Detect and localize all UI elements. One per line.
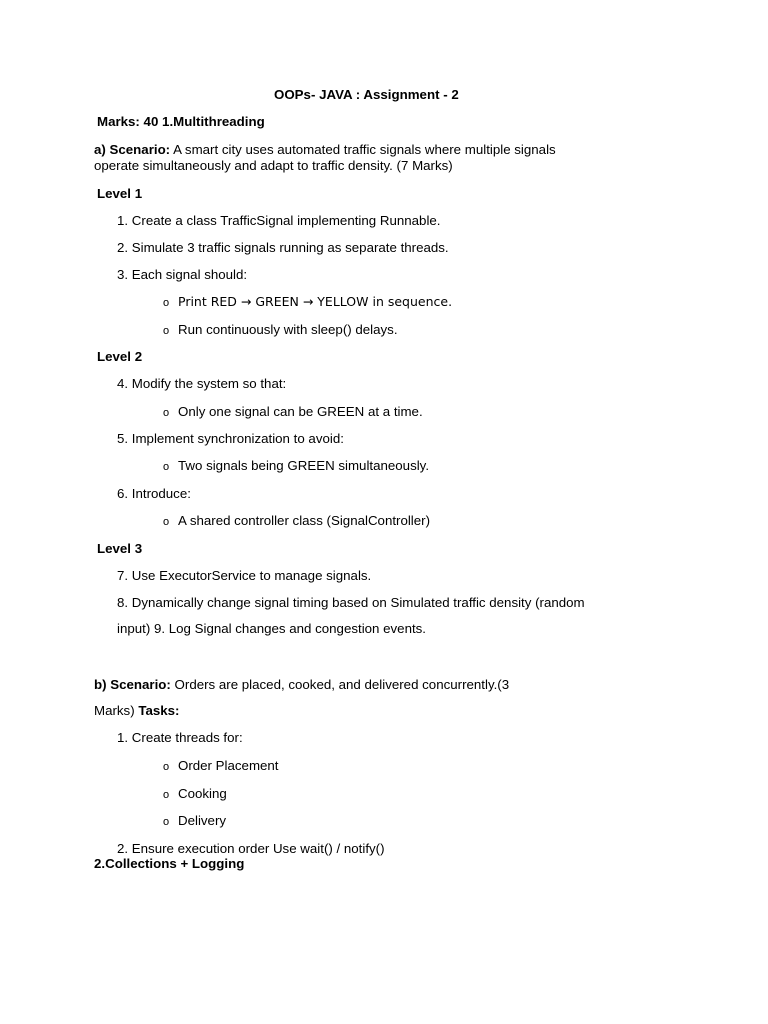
level2-bullet-5: Two signals being GREEN simultaneously. [178, 458, 430, 473]
part-a-label: a) Scenario: [94, 142, 171, 157]
part-b-bullet-cooking: Cooking [178, 786, 227, 801]
bullet-marker: o [163, 461, 170, 473]
level2-item-4: 4. Modify the system so that: [117, 376, 287, 391]
level3-item-7: 7. Use ExecutorService to manage signals. [117, 568, 372, 583]
bullet-marker: o [163, 761, 170, 773]
part-b-bullet-order-placement: Order Placement [178, 758, 279, 773]
page-title: OOPs- JAVA : Assignment - 2 [274, 87, 459, 102]
level3-heading: Level 3 [97, 541, 143, 556]
bullet-marker: o [163, 297, 170, 309]
level2-item-6: 6. Introduce: [117, 486, 191, 501]
part-b-label: b) Scenario: [94, 677, 171, 692]
level2-heading: Level 2 [97, 349, 143, 364]
part-a-text-1: A smart city uses automated traffic signals where multiple signals [173, 142, 556, 157]
part-b-line-2 [94, 703, 179, 719]
level2-bullet-6: A shared controller class (SignalController) [178, 513, 431, 528]
level1-bullet-a: Print RED → GREEN → YELLOW in sequence. [178, 294, 453, 309]
bullet-marker: o [163, 325, 170, 337]
level3-item-8-cont: input) 9. Log Signal changes and congestion events. [117, 621, 427, 636]
part-b-bullet-delivery: Delivery [178, 813, 227, 828]
section-2-heading: 2.Collections + Logging [94, 856, 245, 871]
bullet-marker: o [163, 816, 170, 828]
level1-item-2: 2. Simulate 3 traffic signals running as separate threads. [117, 240, 449, 255]
level2-bullet-4: Only one signal can be GREEN at a time. [178, 404, 423, 419]
level1-item-3: 3. Each signal should: [117, 267, 248, 282]
level2-item-5: 5. Implement synchronization to avoid: [117, 431, 344, 446]
part-b-marks: Marks) [94, 703, 135, 718]
part-b-item-2: 2. Ensure execution order Use wait() / notify() [117, 841, 385, 856]
level3-item-8: 8. Dynamically change signal timing based on Simulated traffic density (random [117, 595, 585, 610]
marks-line: Marks: 40 1.Multithreading [97, 114, 265, 129]
part-b-item-1: 1. Create threads for: [117, 730, 243, 745]
part-a-line-1 [94, 142, 556, 158]
bullet-marker: o [163, 407, 170, 419]
part-b-text-1: Orders are placed, cooked, and delivered concurrently.(3 [174, 677, 510, 692]
bullet-marker: o [163, 516, 170, 528]
level1-heading: Level 1 [97, 186, 143, 201]
level1-bullet-b: Run continuously with sleep() delays. [178, 322, 398, 337]
part-a-line-2: operate simultaneously and adapt to traffic density. (7 Marks) [94, 158, 453, 173]
part-b-tasks-label: Tasks: [138, 703, 180, 718]
level1-item-1: 1. Create a class TrafficSignal implementing Runnable. [117, 213, 441, 228]
part-b-line-1 [94, 677, 509, 693]
bullet-marker: o [163, 789, 170, 801]
